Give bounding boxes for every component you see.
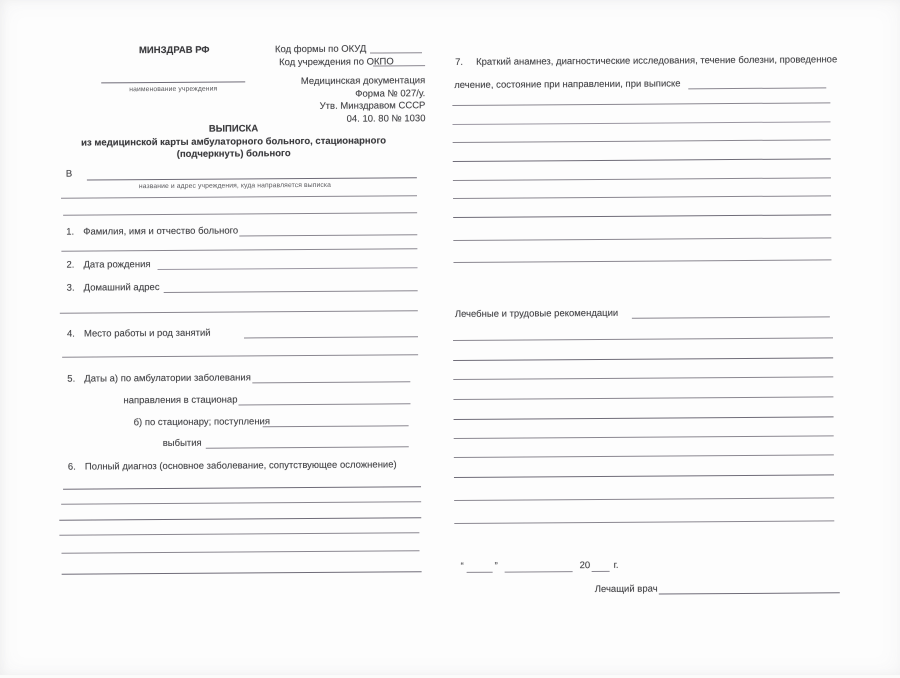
institution-caption: наименование учреждения [129, 85, 218, 94]
ruled-line [453, 237, 831, 241]
ruled-line [454, 520, 834, 524]
item-1-blank-line [239, 234, 417, 236]
ruled-line [454, 454, 834, 458]
ministry-label: МИНЗДРАВ РФ [138, 44, 210, 57]
ruled-line [60, 310, 418, 313]
item-4-number: 4. [66, 328, 75, 340]
doc-meta-line-2: Форма № 027/у. [355, 88, 426, 100]
okpo-code-label: Код учреждения по ОКПО [279, 56, 394, 69]
item-6-label: Полный диагноз (основное заболевание, сопутствующее осложнение) [84, 459, 397, 473]
item-7-text-line-1: Краткий анамнез, диагностические исследования, течение болезни, проведенное [476, 54, 838, 68]
ruled-line [453, 259, 831, 263]
doc-meta-line-1: Медицинская документация [300, 75, 426, 88]
recommendations-label: Лечебные и трудовые рекомендации [454, 307, 619, 320]
ruled-line [454, 435, 834, 439]
item-6-number: 6. [67, 461, 76, 473]
item-7-blank-line [688, 87, 826, 89]
ruled-line [63, 486, 421, 489]
item-5b-label: б) по стационару; поступления [133, 416, 271, 429]
doc-meta-line-4: 04. 10. 80 № 1030 [346, 113, 426, 125]
ruled-line [453, 396, 833, 400]
item-5a-blank-line [252, 381, 410, 383]
item-3-number: 3. [66, 282, 75, 294]
date-open-quote: “ [460, 560, 464, 572]
item-5b2-label: выбытия [162, 437, 202, 450]
item-3-label: Домашний адрес [83, 282, 160, 294]
addressee-blank-line [87, 177, 417, 180]
ruled-line [453, 214, 831, 218]
date-day-blank-line [467, 572, 493, 573]
ruled-line [63, 212, 417, 215]
ruled-line [453, 195, 831, 199]
ruled-line [454, 416, 834, 420]
ruled-line [61, 550, 419, 553]
okud-blank-line [370, 52, 422, 53]
item-1-label: Фамилия, имя и отчество больного [83, 225, 239, 238]
item-5a2-label: направления в стационар [123, 394, 238, 407]
item-7-text-line-2: лечение, состояние при направлении, при выписке [454, 78, 681, 91]
date-month-blank-line [505, 571, 573, 572]
institution-name-line [101, 81, 245, 83]
item-5a2-blank-line [238, 403, 410, 405]
ruled-line [59, 517, 421, 521]
date-close-quote: ” [494, 560, 498, 572]
doctor-label: Лечащий врач [594, 583, 658, 595]
ruled-line [453, 357, 833, 361]
ruled-line [453, 158, 831, 162]
ruled-line [62, 571, 422, 575]
ruled-line [454, 497, 834, 501]
date-year-suffix: г. [613, 559, 619, 571]
date-year-blank-line [592, 571, 610, 572]
item-5b2-blank-line [206, 446, 409, 448]
item-1-number: 1. [66, 226, 75, 238]
item-5b-blank-line [263, 425, 409, 427]
okud-code-label: Код формы по ОКУД [274, 43, 367, 56]
addressee-prefix: В [65, 168, 73, 180]
ruled-line [453, 376, 833, 380]
item-5-number: 5. [67, 373, 76, 385]
item-7-number: 7. [455, 56, 464, 68]
item-4-blank-line [244, 336, 418, 338]
doc-meta-line-3: Утв. Минздравом СССР [319, 100, 426, 112]
recommendations-blank-line [632, 316, 830, 318]
ruled-line [61, 248, 417, 251]
form-subtitle-1: из медицинской карты амбулаторного больного, стационарного [81, 135, 387, 149]
ruled-line [452, 102, 830, 106]
date-century: 20 [579, 560, 591, 572]
item-2-number: 2. [66, 259, 75, 271]
okpo-blank-line [373, 65, 425, 66]
doctor-signature-line [659, 592, 840, 594]
item-2-blank-line [158, 267, 418, 270]
ruled-line [61, 195, 417, 198]
ruled-line [453, 337, 833, 341]
item-2-label: Дата рождения [83, 259, 151, 271]
form-title: ВЫПИСКА [208, 123, 259, 135]
item-3-blank-line [164, 290, 418, 293]
ruled-line [61, 501, 421, 505]
ruled-line [454, 474, 834, 478]
form-subtitle-2: (подчеркнуть) больного [176, 148, 291, 160]
addressee-caption: название и адрес учреждения, куда направляется выписка [138, 181, 331, 191]
ruled-line [62, 354, 418, 357]
ruled-line [59, 532, 419, 536]
ruled-line [453, 177, 831, 181]
ruled-line [453, 121, 831, 125]
item-5-label: Даты а) по амбулатории заболевания [84, 372, 251, 385]
item-4-label: Место работы и род занятий [83, 327, 211, 340]
ruled-line [453, 139, 831, 143]
